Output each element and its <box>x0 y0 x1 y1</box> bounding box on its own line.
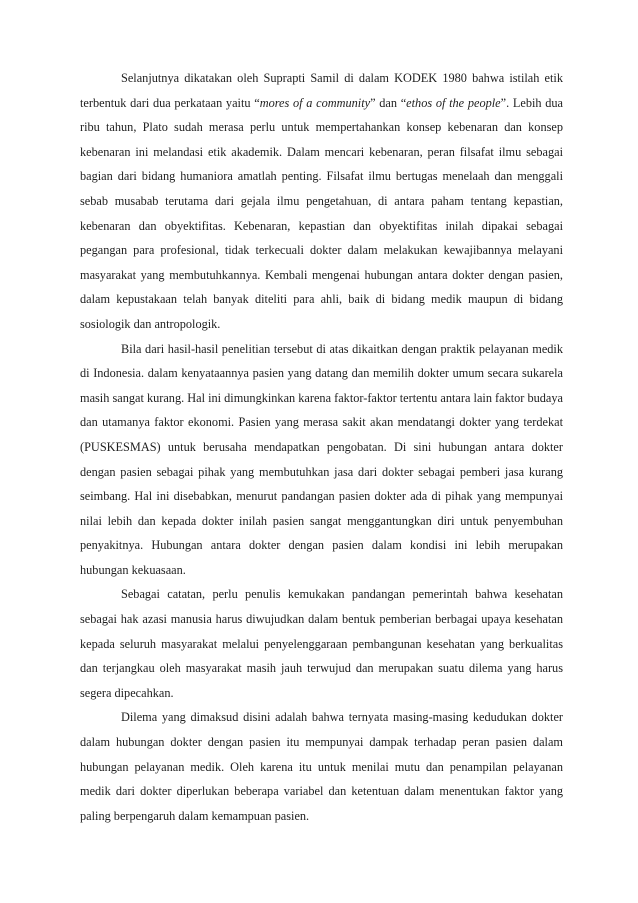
paragraph-4 <box>80 705 563 828</box>
paragraph-3 <box>80 582 563 705</box>
paragraph-2 <box>80 337 563 583</box>
paragraph-1 <box>80 66 563 337</box>
italic-phrase-mores: mores of a community <box>259 95 371 110</box>
document-body <box>80 66 563 828</box>
paragraph-text: Dilema yang dimaksud disini adalah bahwa ternyata masing-masing kedudukan dokter dalam hubungan dokter dengan pasien itu mempunyai dampak terhadap peran pasien dalam hubungan pelayanan medik. Oleh karena itu untuk menilai mutu dan penampilan pelayanan medik dari dokter diperlukan beberapa variabel dan ketentuan dalam menentukan faktor yang paling berpengaruh dalam kemampuan pasien. <box>80 710 563 823</box>
paragraph-text: Sebagai catatan, perlu penulis kemukakan pandangan pemerintah bahwa kesehatan sebagai hak azasi manusia harus diwujudkan dalam bentuk pemberian berbagai upaya kesehatan kepada seluruh masyarakat melalui penyelenggaraan pembangunan kesehatan yang berkualitas dan terjangkau oleh masyarakat masih jauh terwujud dan merupakan suatu dilema yang harus segera dipecahkan. <box>80 587 563 700</box>
italic-phrase-ethos: ethos of the people <box>406 95 501 110</box>
paragraph-text: Selanjutnya dikatakan oleh Suprapti Samil di dalam KODEK 1980 bahwa istilah etik terbentuk dari dua perkataan yaitu “ <box>80 71 563 110</box>
paragraph-text: Bila dari hasil-hasil penelitian tersebut di atas dikaitkan dengan praktik pelayanan medik di Indonesia. dalam kenyataannya pasien yang datang dan memilih dokter umum secara sukarela masih sangat kurang. Hal ini dimungkinkan karena faktor-faktor tertentu antara lain faktor budaya dan utamanya faktor ekonomi. Pasien yang merasa sakit akan mendatangi dokter yang terdekat (PUSKESMAS) untuk berusaha mendapatkan pengobatan. Di sini hubungan antara dokter dengan pasien sebagai pihak yang membutuhkan jasa dari dokter sebagai pemberi jasa kurang seimbang. Hal ini disebabkan, menurut pandangan pasien dokter ada di pihak yang mempunyai nilai lebih dan kepada dokter inilah pasien sangat menggantungkan diri untuk penyembuhan penyakitnya. Hubungan antara dokter dengan pasien dalam kondisi ini lebih merupakan hubungan kekuasaan. <box>80 341 563 577</box>
paragraph-text: ”. Lebih dua ribu tahun, Plato sudah merasa perlu untuk mempertahankan konsep kebenaran dan konsep kebenaran ini melandasi etik akademik. Dalam mencari kebenaran, peran filsafat ilmu sebagai bagian dari bidang humaniora amatlah penting. Filsafat ilmu bertugas menelaah dan menggali sebab musabab terutama dari gejala ilmu pengetahuan, di antara paham tentang kepastian, kebenaran dan obyektifitas. Kebenaran, kepastian dan obyektifitas inilah dipakai sebagai pegangan para profesional, tidak terkecuali dokter dalam melakukan kewajibannya melayani masyarakat yang membutuhkannya. Kembali mengenai hubungan antara dokter dengan pasien, dalam kepustakaan telah banyak diteliti para ahli, baik di bidang medik maupun di bidang sosiologik dan antropologik. <box>80 95 564 331</box>
paragraph-text: ” dan “ <box>370 95 407 110</box>
